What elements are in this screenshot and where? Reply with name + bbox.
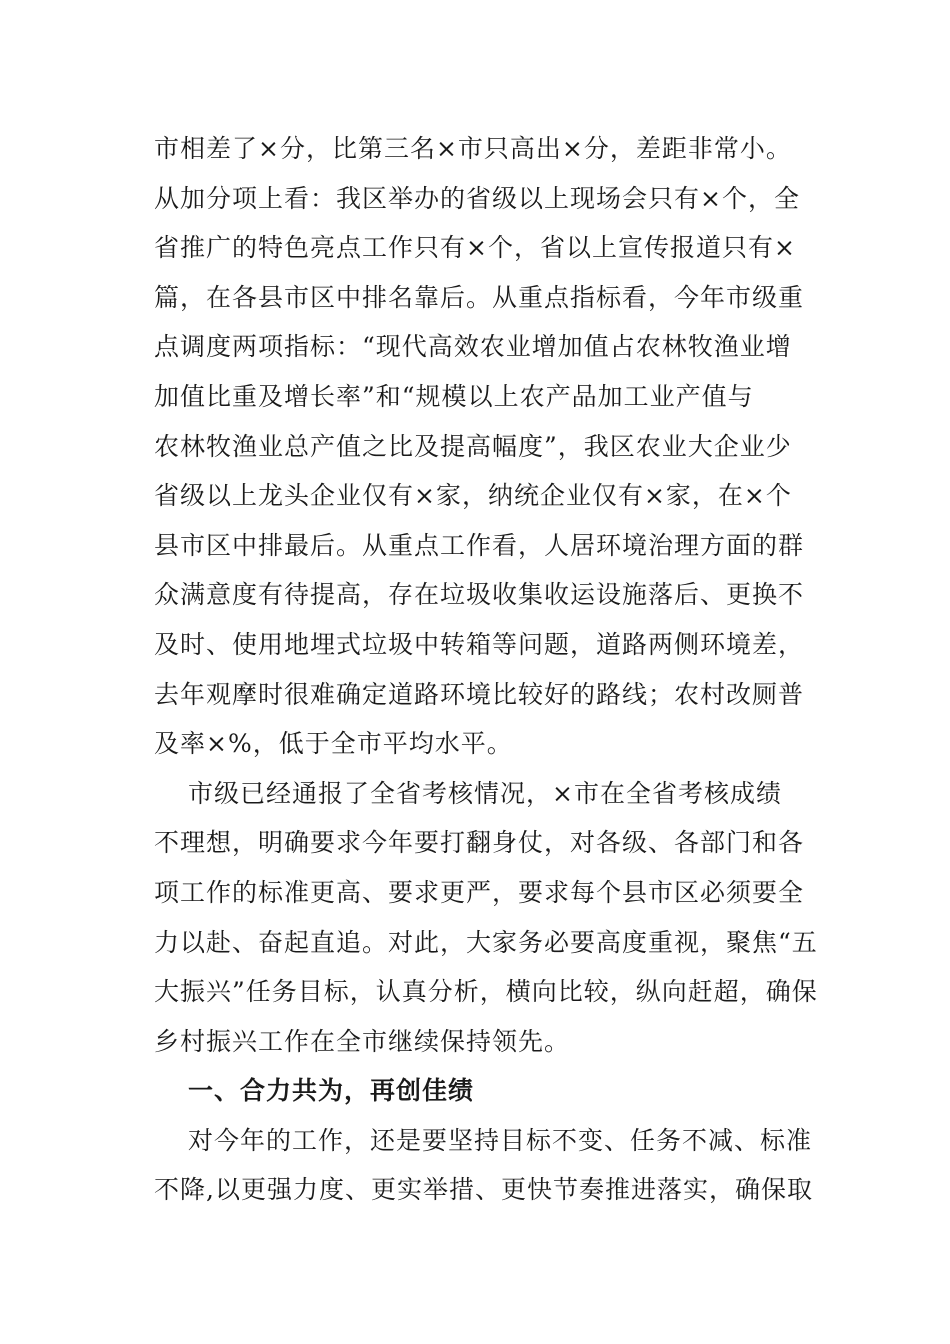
paragraph-line: 力以赴、奋起直追。对此，大家务必要高度重视，聚焦“五 [154,927,818,957]
paragraph-line: 去年观摩时很难确定道路环境比较好的路线；农村改厕普 [154,679,805,709]
paragraph-line: 市级已经通报了全省考核情况，×市在全省考核成绩 [188,778,782,808]
paragraph-line: 省推广的特色亮点工作只有×个，省以上宣传报道只有× [154,233,796,263]
paragraph-line: 及率×%，低于全市平均水平。 [154,729,513,759]
paragraph-1 [154,124,805,769]
paragraph-line: 市相差了×分，比第三名×市只高出×分，差距非常小。 [154,134,792,163]
paragraph-line: 不理想，明确要求今年要打翻身仗，对各级、各部门和各 [154,828,805,858]
document-body [154,124,818,1215]
paragraph-line: 篇，在各县市区中排名靠后。从重点指标看，今年市级重 [154,282,805,312]
paragraph-line: 众满意度有待提高，存在垃圾收集收运设施落后、更换不 [154,580,805,610]
paragraph-2 [154,769,818,1067]
paragraph-line: 点调度两项指标：“现代高效农业增加值占农林牧渔业增 [154,332,792,362]
paragraph-line: 项工作的标准更高、要求更严，要求每个县市区必须要全 [154,877,805,907]
paragraph-line: 加值比重及增长率”和“规模以上农产品加工业产值与 [154,381,754,411]
section-heading: 一、合力共为，再创佳绩 [188,1076,475,1106]
paragraph-line: 乡村振兴工作在全市继续保持领先。 [154,1026,571,1056]
paragraph-line: 从加分项上看：我区举办的省级以上现场会只有×个，全 [154,183,800,213]
paragraph-3 [154,1116,813,1215]
paragraph-line: 省级以上龙头企业仅有×家，纳统企业仅有×家，在×个 [154,481,792,511]
paragraph-line: 农林牧渔业总产值之比及提高幅度”，我区农业大企业少 [154,431,792,461]
paragraph-line: 县市区中排最后。从重点工作看，人居环境治理方面的群 [154,530,805,560]
paragraph-line: 大振兴”任务目标，认真分析，横向比较，纵向赶超，确保 [154,977,818,1007]
paragraph-line: 及时、使用地埋式垃圾中转箱等问题，道路两侧环境差， [154,629,805,659]
paragraph-line: 不降,以更强力度、更实举措、更快节奏推进落实，确保取 [154,1175,813,1205]
paragraph-line: 对今年的工作，还是要坚持目标不变、任务不减、标准 [188,1125,813,1155]
